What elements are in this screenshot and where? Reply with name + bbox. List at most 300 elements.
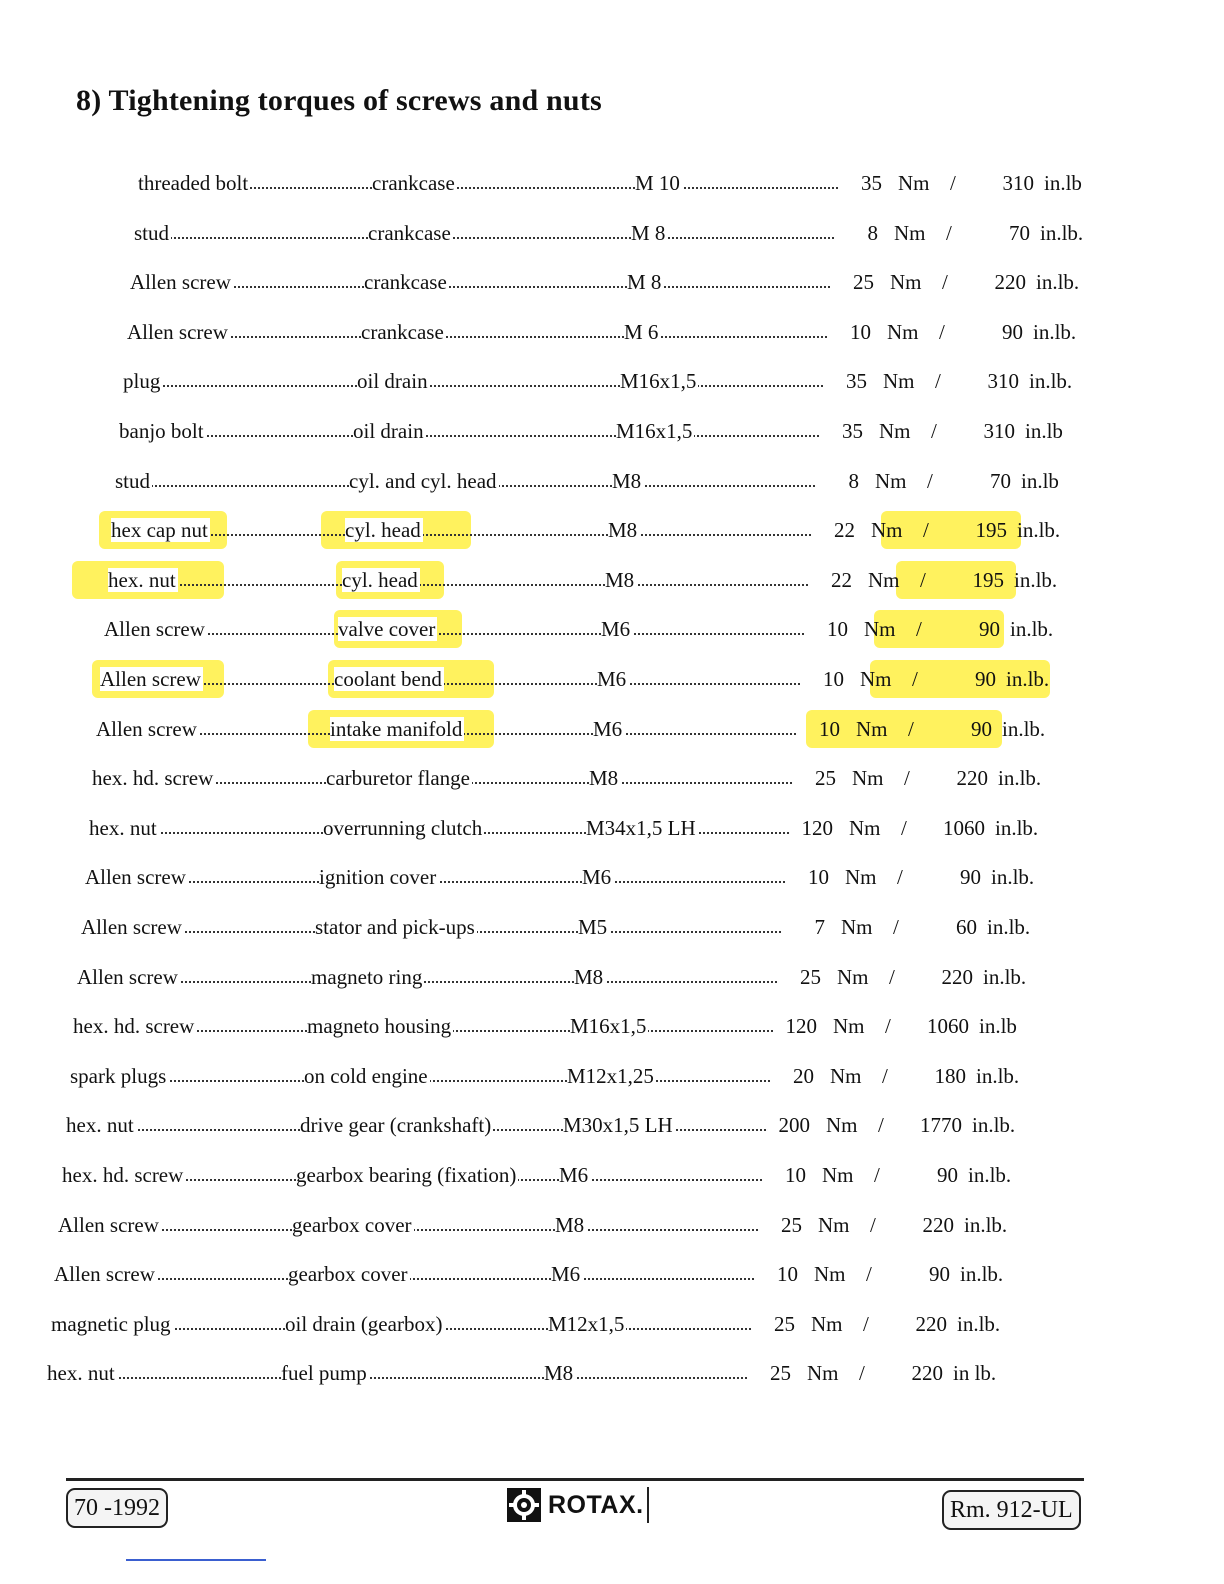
part-name: [130, 267, 233, 297]
torque-inlb-text: 310: [987, 369, 1019, 393]
unit-nm-text: Nm: [841, 915, 873, 939]
unit-nm: [849, 813, 883, 843]
torque-inlb-text: 310: [983, 419, 1015, 443]
thread-size: [563, 1110, 675, 1140]
torque-nm-text: 120: [801, 816, 833, 840]
unit-separator: [863, 1309, 871, 1339]
unit-inlb: [987, 912, 1032, 942]
torque-nm: [819, 416, 865, 446]
unit-inlb-text: in.lb.: [998, 766, 1042, 790]
torque-nm-text: 25: [781, 1213, 802, 1237]
unit-inlb-text: in.lb.: [995, 816, 1039, 840]
unit-inlb-text: in.lb.: [991, 865, 1035, 889]
torque-inlb: [947, 515, 1009, 545]
part-name: [58, 1210, 161, 1240]
unit-nm: [894, 218, 928, 248]
unit-nm-text: Nm: [833, 1014, 865, 1038]
thread-size: [544, 1358, 575, 1388]
unit-inlb: [1017, 515, 1062, 545]
part-name: [81, 912, 184, 942]
unit-nm-text: Nm: [807, 1361, 839, 1385]
part-name-text: Allen screw: [127, 320, 228, 344]
torque-row: [51, 1309, 1001, 1339]
torque-inlb: [913, 962, 975, 992]
rotax-logo: [506, 1485, 649, 1525]
torque-inlb: [906, 1061, 968, 1091]
part-location-text: crankcase: [372, 171, 455, 195]
part-location: [319, 862, 438, 892]
part-location: [304, 1061, 430, 1091]
unit-inlb: [983, 962, 1028, 992]
torque-inlb-text: 90: [1002, 320, 1023, 344]
unit-separator: [889, 962, 897, 992]
torque-inlb-text: 310: [1002, 171, 1034, 195]
unit-nm-text: Nm: [837, 965, 869, 989]
unit-nm: [837, 962, 871, 992]
unit-nm-text: Nm: [845, 865, 877, 889]
thread-size-text: M 8: [627, 270, 662, 294]
unit-inlb: [979, 1011, 1019, 1041]
thread-size-text: M8: [574, 965, 604, 989]
unit-inlb-text: in.lb.: [964, 1213, 1008, 1237]
torque-inlb-text: 90: [975, 667, 996, 691]
torque-inlb: [963, 317, 1025, 347]
unit-separator: [920, 565, 928, 595]
torque-nm-text: 10: [827, 617, 848, 641]
torque-nm: [811, 515, 857, 545]
unit-nm: [856, 714, 890, 744]
unit-inlb: [972, 1110, 1017, 1140]
unit-separator: [859, 1358, 867, 1388]
torque-nm-text: 35: [846, 369, 867, 393]
unit-nm-text: Nm: [898, 171, 930, 195]
part-location-text: on cold engine: [304, 1064, 428, 1088]
torque-inlb: [894, 1210, 956, 1240]
unit-inlb-text: in.lb.: [1029, 369, 1073, 393]
torque-inlb-text: 220: [956, 766, 988, 790]
gear-logo-icon: [506, 1487, 542, 1523]
part-name-text: hex. hd. screw: [62, 1163, 184, 1187]
unit-separator-text: /: [920, 568, 926, 592]
torque-inlb: [955, 416, 1017, 446]
torque-nm-text: 8: [867, 221, 878, 245]
torque-inlb-text: 90: [929, 1262, 950, 1286]
part-location-text: oil drain (gearbox): [285, 1312, 443, 1336]
unit-nm: [875, 466, 909, 496]
unit-inlb: [1006, 664, 1051, 694]
torque-inlb-text: 220: [994, 270, 1026, 294]
part-name: [73, 1011, 196, 1041]
part-name: [119, 416, 206, 446]
unit-nm: [868, 565, 902, 595]
unit-nm-text: Nm: [814, 1262, 846, 1286]
torque-inlb-text: 220: [941, 965, 973, 989]
unit-inlb: [998, 763, 1043, 793]
unit-separator-text: /: [874, 1163, 880, 1187]
part-location-text: gearbox bearing (fixation): [296, 1163, 517, 1187]
unit-nm: [833, 1011, 867, 1041]
torque-nm-text: 10: [777, 1262, 798, 1286]
unit-inlb: [957, 1309, 1002, 1339]
unit-inlb-text: in.lb: [979, 1014, 1017, 1038]
unit-separator-text: /: [935, 369, 941, 393]
unit-separator: [885, 1011, 893, 1041]
unit-nm-text: Nm: [871, 518, 903, 542]
torque-inlb-text: 90: [937, 1163, 958, 1187]
part-name-text: hex. nut: [47, 1361, 115, 1385]
torque-row: [115, 466, 1059, 496]
part-location: [311, 962, 424, 992]
torque-row: [111, 515, 1061, 545]
unit-separator: [946, 218, 954, 248]
torque-inlb: [944, 565, 1006, 595]
part-name-text: threaded bolt: [138, 171, 249, 195]
unit-nm-text: Nm: [849, 816, 881, 840]
unit-nm-text: Nm: [894, 221, 926, 245]
unit-separator: [904, 763, 912, 793]
torque-row: [134, 218, 1084, 248]
thread-size-text: M8: [555, 1213, 585, 1237]
torque-inlb-text: 195: [972, 568, 1004, 592]
torque-inlb-text: 195: [975, 518, 1007, 542]
torque-nm: [804, 614, 850, 644]
unit-nm: [818, 1210, 852, 1240]
unit-nm-text: Nm: [879, 419, 911, 443]
unit-separator-text: /: [859, 1361, 865, 1385]
torque-inlb-text: 220: [915, 1312, 947, 1336]
unit-separator-text: /: [885, 1014, 891, 1038]
part-name: [134, 218, 171, 248]
thread-size: [578, 912, 609, 942]
thread-size-text: M6: [597, 667, 627, 691]
torque-row: [85, 862, 1035, 892]
unit-separator-text: /: [878, 1113, 884, 1137]
unit-inlb: [1014, 565, 1059, 595]
torque-row: [130, 267, 1080, 297]
part-name-text: Allen screw: [104, 617, 205, 641]
torque-row: [96, 714, 1046, 744]
unit-inlb: [1025, 416, 1065, 446]
part-name: [89, 813, 159, 843]
torque-nm: [796, 714, 842, 744]
thread-size-text: M 8: [631, 221, 666, 245]
part-location: [281, 1358, 369, 1388]
torque-row: [54, 1259, 1004, 1289]
torque-nm: [751, 1309, 797, 1339]
unit-nm: [852, 763, 886, 793]
torque-nm: [781, 912, 827, 942]
part-location: [342, 565, 420, 595]
part-name-text: spark plugs: [70, 1064, 167, 1088]
unit-inlb-text: in.lb: [1025, 419, 1063, 443]
torque-nm: [808, 565, 854, 595]
torque-inlb: [974, 168, 1036, 198]
unit-inlb: [1002, 714, 1047, 744]
thread-size: [624, 317, 660, 347]
part-name: [115, 466, 152, 496]
torque-inlb: [921, 862, 983, 892]
unit-separator-text: /: [889, 965, 895, 989]
unit-inlb: [968, 1160, 1013, 1190]
torque-inlb-text: 90: [971, 717, 992, 741]
unit-separator-text: /: [916, 617, 922, 641]
thread-size: [551, 1259, 582, 1289]
unit-inlb: [1029, 366, 1074, 396]
torque-inlb: [966, 267, 1028, 297]
part-location-text: magneto ring: [311, 965, 423, 989]
part-name-text: stud: [134, 221, 170, 245]
unit-separator-text: /: [893, 915, 899, 939]
part-name: [62, 1160, 185, 1190]
unit-separator: [897, 862, 905, 892]
torque-row: [127, 317, 1077, 347]
torque-inlb-text: 180: [934, 1064, 966, 1088]
part-name: [70, 1061, 168, 1091]
part-name-text: Allen screw: [81, 915, 182, 939]
thread-size: [620, 366, 698, 396]
thread-size: [559, 1160, 590, 1190]
part-name-text: Allen screw: [58, 1213, 159, 1237]
part-name: [111, 515, 210, 545]
torque-row: [104, 614, 1054, 644]
unit-nm-text: Nm: [864, 617, 896, 641]
torque-row: [138, 168, 1082, 198]
torque-nm: [762, 1160, 808, 1190]
unit-inlb-text: in.lb.: [1040, 221, 1084, 245]
unit-nm-text: Nm: [852, 766, 884, 790]
torque-nm-text: 22: [831, 568, 852, 592]
unit-inlb-text: in.lb.: [1014, 568, 1058, 592]
torque-nm-text: 35: [861, 171, 882, 195]
part-name-text: Allen screw: [85, 865, 186, 889]
part-location: [285, 1309, 444, 1339]
unit-nm: [860, 664, 894, 694]
part-location: [300, 1110, 493, 1140]
thread-size: [616, 416, 694, 446]
torque-row: [77, 962, 1027, 992]
thread-size: [608, 515, 639, 545]
thread-size: [597, 664, 628, 694]
torque-nm-text: 10: [850, 320, 871, 344]
part-name-text: hex. nut: [89, 816, 157, 840]
torque-nm: [754, 1259, 800, 1289]
torque-nm-text: 7: [814, 915, 825, 939]
thread-size-text: M8: [589, 766, 619, 790]
unit-separator-text: /: [950, 171, 956, 195]
torque-nm: [792, 763, 838, 793]
unit-inlb-text: in.lb.: [968, 1163, 1012, 1187]
unit-inlb-text: in.lb.: [987, 915, 1031, 939]
unit-nm: [814, 1259, 848, 1289]
part-location-text: cyl. and cyl. head: [349, 469, 497, 493]
part-name-text: Allen screw: [54, 1262, 155, 1286]
unit-separator: [942, 267, 950, 297]
part-name-text: stud: [115, 469, 151, 493]
part-name: [104, 614, 207, 644]
unit-separator-text: /: [939, 320, 945, 344]
unit-inlb: [1021, 466, 1061, 496]
footer-divider: [66, 1478, 1084, 1481]
part-name-text: hex. hd. screw: [73, 1014, 195, 1038]
part-location-text: coolant bend: [334, 667, 442, 691]
torque-nm-text: 200: [778, 1113, 810, 1137]
thread-size-text: M6: [551, 1262, 581, 1286]
torque-nm-text: 10: [819, 717, 840, 741]
part-location: [372, 168, 457, 198]
part-location-text: crankcase: [368, 221, 451, 245]
torque-inlb-text: 90: [979, 617, 1000, 641]
unit-inlb: [995, 813, 1040, 843]
torque-row: [100, 664, 1050, 694]
torque-nm: [834, 218, 880, 248]
unit-nm: [811, 1309, 845, 1339]
part-location: [288, 1259, 410, 1289]
unit-separator-text: /: [882, 1064, 888, 1088]
part-name: [51, 1309, 173, 1339]
unit-separator-text: /: [908, 717, 914, 741]
unit-separator: [878, 1110, 886, 1140]
unit-nm: [822, 1160, 856, 1190]
torque-row: [58, 1210, 1008, 1240]
thread-size: [593, 714, 624, 744]
unit-inlb: [960, 1259, 1005, 1289]
unit-nm-text: Nm: [822, 1163, 854, 1187]
unit-inlb-text: in.lb.: [976, 1064, 1020, 1088]
unit-separator: [912, 664, 920, 694]
thread-size: [612, 466, 643, 496]
thread-size-text: M6: [593, 717, 623, 741]
torque-nm-text: 8: [848, 469, 859, 493]
torque-inlb: [890, 1259, 952, 1289]
part-name: [138, 168, 250, 198]
part-location: [334, 664, 444, 694]
torque-row: [108, 565, 1058, 595]
thread-size: [570, 1011, 648, 1041]
torque-nm: [827, 317, 873, 347]
torque-nm-text: 10: [823, 667, 844, 691]
torque-inlb-text: 60: [956, 915, 977, 939]
torque-row: [89, 813, 1039, 843]
part-location-text: drive gear (crankshaft): [300, 1113, 492, 1137]
part-location-text: cyl. head: [345, 518, 421, 542]
unit-inlb: [1044, 168, 1084, 198]
torque-inlb: [928, 763, 990, 793]
unit-separator: [882, 1061, 890, 1091]
torque-nm: [785, 862, 831, 892]
unit-nm: [898, 168, 932, 198]
unit-separator-text: /: [904, 766, 910, 790]
part-name: [47, 1358, 117, 1388]
unit-separator: [893, 912, 901, 942]
unit-inlb-text: in.lb.: [972, 1113, 1016, 1137]
torque-nm: [777, 962, 823, 992]
unit-nm: [890, 267, 924, 297]
part-location-text: fuel pump: [281, 1361, 367, 1385]
thread-size: [589, 763, 620, 793]
thread-size-text: M6: [582, 865, 612, 889]
unit-nm-text: Nm: [883, 369, 915, 393]
part-location: [292, 1210, 414, 1240]
torque-nm: [770, 1061, 816, 1091]
bottom-underline: [126, 1559, 266, 1561]
part-name: [92, 763, 215, 793]
thread-size-text: M 10: [635, 171, 680, 195]
edition-badge: 70 -1992: [66, 1488, 168, 1528]
thread-size: [627, 267, 663, 297]
torque-nm-text: 20: [793, 1064, 814, 1088]
thread-size-text: M16x1,5: [620, 369, 697, 393]
unit-nm-text: Nm: [856, 717, 888, 741]
thread-size-text: M8: [544, 1361, 574, 1385]
torque-nm: [773, 1011, 819, 1041]
part-name: [66, 1110, 136, 1140]
torque-nm-text: 25: [853, 270, 874, 294]
part-name: [54, 1259, 157, 1289]
unit-separator-text: /: [927, 469, 933, 493]
torque-nm-text: 10: [785, 1163, 806, 1187]
torque-row: [123, 366, 1073, 396]
unit-inlb-text: in.lb.: [983, 965, 1027, 989]
thread-size: [574, 962, 605, 992]
torque-nm: [815, 466, 861, 496]
unit-separator-text: /: [866, 1262, 872, 1286]
torque-nm-text: 22: [834, 518, 855, 542]
part-location-text: oil drain: [357, 369, 428, 393]
part-location: [296, 1160, 518, 1190]
part-location-text: carburetor flange: [326, 766, 470, 790]
part-location-text: valve cover: [338, 617, 436, 641]
torque-nm: [758, 1210, 804, 1240]
part-location-text: gearbox cover: [288, 1262, 408, 1286]
thread-size-text: M30x1,5 LH: [563, 1113, 673, 1137]
torque-inlb: [902, 1110, 964, 1140]
thread-size-text: M12x1,25: [567, 1064, 654, 1088]
thread-size-text: M16x1,5: [616, 419, 693, 443]
unit-nm-text: Nm: [811, 1312, 843, 1336]
torque-row: [119, 416, 1063, 446]
unit-inlb-text: in.lb.: [1010, 617, 1054, 641]
thread-size: [555, 1210, 586, 1240]
unit-inlb: [991, 862, 1036, 892]
thread-size-text: M8: [612, 469, 642, 493]
torque-nm-text: 120: [785, 1014, 817, 1038]
torque-row: [73, 1011, 1017, 1041]
part-location: [307, 1011, 453, 1041]
torque-inlb: [940, 614, 1002, 644]
torque-nm: [747, 1358, 793, 1388]
part-name-text: hex. hd. screw: [92, 766, 214, 790]
unit-inlb-text: in.lb.: [1017, 518, 1061, 542]
torque-nm-text: 25: [800, 965, 821, 989]
torque-inlb-text: 90: [960, 865, 981, 889]
part-location-text: crankcase: [364, 270, 447, 294]
unit-separator-text: /: [931, 419, 937, 443]
unit-separator-text: /: [946, 221, 952, 245]
part-location-text: cyl. head: [342, 568, 418, 592]
torque-row: [66, 1110, 1016, 1140]
torque-row: [70, 1061, 1020, 1091]
unit-separator: [927, 466, 935, 496]
unit-inlb-text: in.lb.: [1033, 320, 1077, 344]
unit-nm: [883, 366, 917, 396]
torque-inlb-text: 1060: [943, 816, 985, 840]
part-name-text: hex. nut: [108, 568, 176, 592]
torque-row: [47, 1358, 997, 1388]
unit-nm: [830, 1061, 864, 1091]
unit-inlb: [964, 1210, 1009, 1240]
unit-nm: [841, 912, 875, 942]
torque-inlb-text: 70: [1009, 221, 1030, 245]
